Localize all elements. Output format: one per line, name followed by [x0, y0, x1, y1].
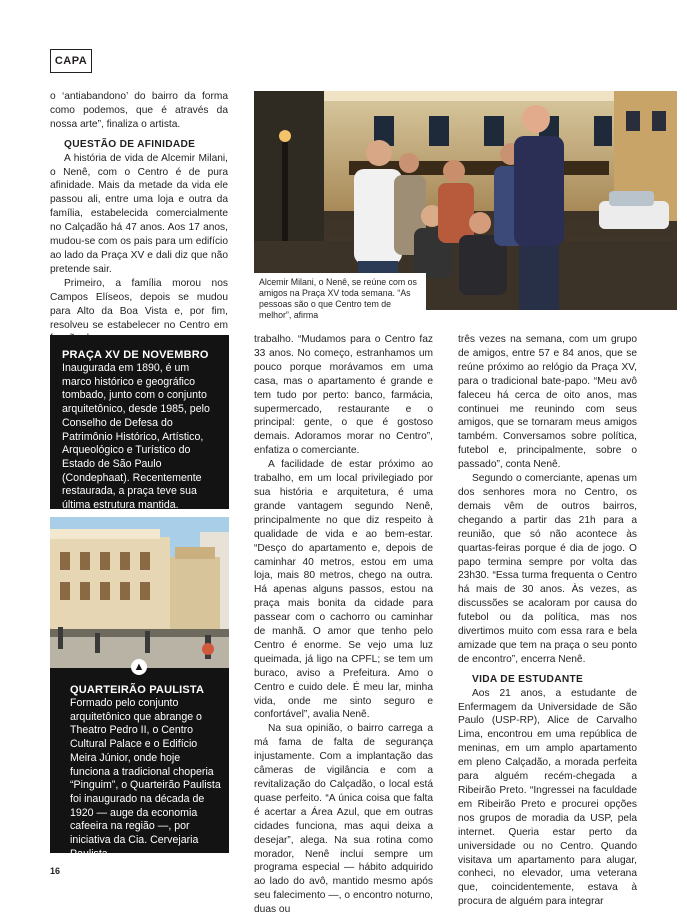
box-text: Inaugurada em 1890, é um marco histórico e geográfico tombado, junto com o conjunto arquitetônico, desde 1985, pelo Conselho de Defesa do Patrimônio Histórico, Artístico, Arqueológico e Turístico do Estado de São Paulo (Condephaat). Recentemente restaurada, a praça teve sua última estrutura mantida.: [62, 362, 210, 512]
box-title: QUARTEIRÃO PAULISTA: [70, 684, 205, 696]
section-heading: VIDA DE ESTUDANTE: [472, 673, 584, 685]
arrow-up-icon: ▲: [131, 659, 147, 675]
sidebar-box-quarteirao: [50, 668, 229, 860]
section-tag: CAPA: [50, 49, 92, 73]
paragraph: Segundo o comerciante, apenas um dos senhores mora no Centro, os demais vêm de outros bairros, chegando a partir das 21h para a reunião, que só não acontece às quartas-feiras porque é dia de jogo. O papo termina sempre por volta das 23h30. “Essa turma frequenta o Centro há mais de 30 anos. Às vezes, as discussões se acaloram por causa do futebol ou da política, mas nos divertimos muito com essa rara e bela amizade que tem na praça o seu ponto de encontro”, encerra Nenê.: [458, 473, 637, 665]
photo-quarteirao-illustration: [50, 517, 229, 668]
sidebar-box-praca: [50, 335, 229, 512]
column-right: [458, 333, 637, 909]
paragraph: o ‘antiabandono’ do bairro da forma como podemos, que é através da nossa arte”, finaliza o artista.: [50, 91, 228, 130]
box-text: Formado pelo conjunto arquitetônico que abrange o Theatro Pedro II, o Centro Cultural Palace e o Edifício Meira Júnior, onde hoje funciona a tradicional choperia “Pinguim”, o Quarteirão Paulista foi inaugurado na década de 1920 — auge da economia cafeeira na região —, por iniciativa da Cia. Cervejaria Paulista.: [70, 697, 221, 860]
paragraph: Aos 21 anos, a estudante de Enfermagem da Universidade de São Paulo (USP-RP), Alice de Carvalho Lima, encontrou em uma república de meninas, em um amplo apartamento em pleno Calçadão, a morada perfeita para alguém recém-chegada a Ribeirão Preto. “Ingressei na faculdade em Ribeirão Preto e procurei opções nos grupos de moradia da USP, pela internet. Queria estar perto da universidade ou no Centro. Quando visitava um apartamento para alugar, conheci, no elevador, uma veterana que, coincidentemente, estava à procura de alguém para integrar: [458, 687, 637, 908]
page-number: 16: [50, 866, 61, 876]
column-left: [50, 90, 228, 346]
photo-quarteirao-paulista: [50, 517, 229, 668]
paragraph: três vezes na semana, com um grupo de amigos, entre 57 e 84 anos, que se reúne próximo ao relógio da Praça XV, para o tradicional bate-papo. “Meu avô faleceu há cerca de oito anos, mas continuei me reunindo com seus amigos, que se tornaram meus amigos também. Conversamos sobre política, futebol e, principalmente, sobre o passado”, conta Nenê.: [458, 334, 637, 471]
section-heading: QUESTÃO DE AFINIDADE: [64, 138, 196, 150]
paragraph: Na sua opinião, o bairro carrega a má fama de falta de segurança injustamente. Com a implantação das câmeras de vigilância e com a revitalização do Calçadão, o local está quase perfeito. “A única coisa que falta é acertar a Área Azul, que em outras cidades funciona, mas aqui deixa a desejar”, alega. Na sua rotina como morador, Nenê inclui sempre um programa especial — hábito adquirido ao lado do avô, mantido mesmo após seu falecimento —, o encontro noturno, duas ou: [254, 723, 433, 916]
paragraph: trabalho. “Mudamos para o Centro faz 33 anos. No começo, estranhamos um pouco porque morávamos em uma casa, mas o apartamento é grande e tem tudo por perto: banco, farmácia, supermercado, restaurante e o principal: gente, o que é gostoso demais. Adoramos morar no Centro”, enfatiza o comerciante.: [254, 334, 433, 457]
paragraph: A história de vida de Alcemir Milani, o Nenê, com o Centro é de pura afinidade. Mais da metade da vida ele passou ali, entre uma loja e outra da família, estabelecida comercialmente no Calçadão há 47 anos. Aos 17 anos, mudou-se com os pais para um edifício ao lado da Praça XV e dali diz que não pretende sair.: [50, 152, 228, 275]
photo-caption: Alcemir Milani, o Nenê, se reúne com os amigos na Praça XV toda semana. “As pessoas são o que Centro tem de melhor”, afirma: [254, 273, 426, 310]
column-middle: [254, 333, 433, 917]
paragraph: Primeiro, a família morou nos Campos Elíseos, depois se mudou para Alto da Boa Vista e, por fim, resolveu se estabelecer no Centro em: [50, 277, 228, 331]
box-title: PRAÇA XV DE NOVEMBRO: [62, 349, 209, 361]
paragraph: A facilidade de estar próximo ao trabalho, em um local privilegiado por sua história e arquitetura, é uma grande vantagem segundo Nenê, principalmente no que diz respeito à qualidade de vida e ao bem-estar. “Desço do apartamento e, depois de caminhar 40 metros, estou em uma loja, mais 80 metros, chego na outra. Há apenas alguns passos, estou na praça mais bonita da cidade para passear com o cachorro ou caminhar de manhã. O amor que tenho pelo Centro é enorme. Se vejo uma luz queimada, já ligo na CPFL; se tem um buraco, aviso a Prefeitura. Amo o Centro e cuido dele. É meu lar, minha vida, onde me sinto seguro e confortável”, avalia Nenê.: [254, 459, 433, 721]
